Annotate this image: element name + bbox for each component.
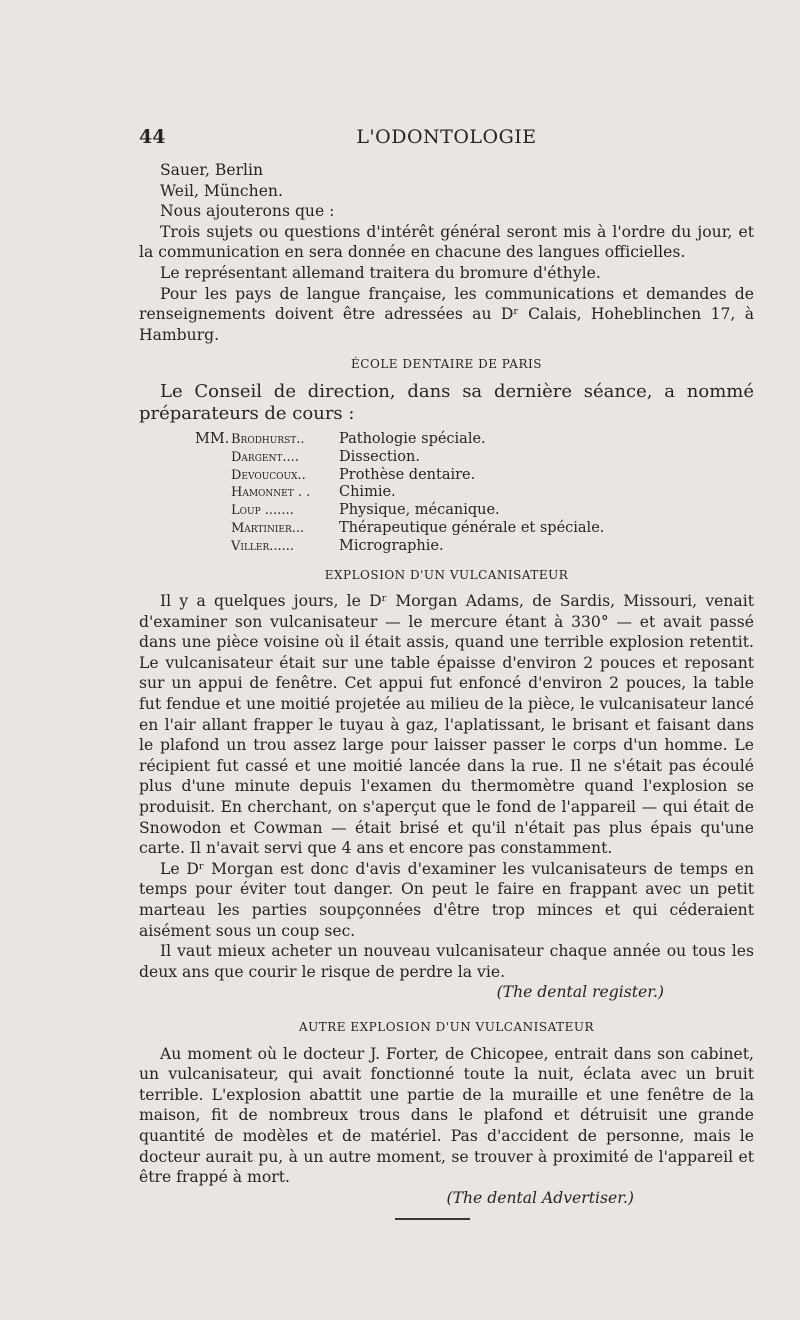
staff-name: Loup ....... [231, 503, 294, 519]
staff-row [231, 502, 754, 520]
staff-name: Viller...... [231, 538, 295, 554]
paragraph: Le représentant allemand traitera du bromure d'éthyle. [160, 263, 601, 282]
staff-name: Hamonnet . . [231, 485, 311, 501]
section-heading: ÉCOLE DENTAIRE DE PARIS [351, 357, 542, 372]
staff-role: Micrographie. [339, 537, 444, 554]
page-body [139, 160, 754, 1220]
staff-row: MM. Brodhurst.. Pathologie spéciale. [195, 430, 486, 447]
intro-line: Weil, München. [160, 181, 283, 200]
section-heading: EXPLOSION D'UN VULCANISATEUR [324, 567, 569, 582]
paragraph: Pour les pays de langue française, les communications et demandes de renseignements doivent être adressées au Dʳ Calais, Hoheblinchen 17, à Hamburg. [139, 284, 754, 344]
staff-role: Physique, mécanique. [339, 502, 500, 519]
staff-role: Prothèse dentaire. [339, 466, 476, 483]
staff-row [231, 467, 754, 485]
page-number: 44 [139, 126, 166, 148]
source-citation: (The dental Advertiser.) [446, 1188, 634, 1207]
intro-line: Sauer, Berlin [160, 161, 264, 179]
staff-row [231, 538, 754, 556]
paragraph: Au moment où le docteur J. Forter, de Chicopee, entrait dans son cabinet, un vulcanisateur, qui avait fonctionné toute la nuit, éclata avec un bruit terrible. L'explosion abattit une partie de la muraille et une fenêtre de la maison, fit de nombreux trous dans le plafond et détruisit une grande quantité de modèles et de matériel. Pas d'accident de personne, mais le docteur aurait pu, à un autre moment, se trouver à proximité de l'appareil et être frappé à mort. [139, 1044, 754, 1187]
section-lead: Le Conseil de direction, dans sa dernière séance, a nommé préparateurs de cours : [139, 380, 754, 424]
section-heading: AUTRE EXPLOSION D'UN VULCANISATEUR [298, 1019, 594, 1034]
staff-name: Brodhurst.. [231, 431, 305, 447]
staff-name: Martinier... [231, 520, 305, 536]
staff-role: Thérapeutique générale et spéciale. [339, 519, 605, 536]
paragraph: Il y a quelques jours, le Dʳ Morgan Adams, de Sardis, Missouri, venait d'examiner son vulcanisateur — le mercure étant à 330° — et avait passé dans une pièce voisine où il était assis, quand une terrible explosion retentit. Le vulcanisateur était sur une table épaisse d'environ 2 pouces et reposant sur un appui de fenêtre. Cet appui fut enfoncé d'environ 2 pouces, la table fut fendue et une moitié projetée au milieu de la pièce, le vulcanisateur lancé en l'air allant frapper le tuyau à gaz, l'aplatissant, le brisant et faisant dans le plafond un trou assez large pour laisser passer le corps d'un homme. Le récipient fut cassé et une moitié lancée dans la rue. Il ne s'était pas écoulé plus d'une minute depuis l'examen du thermomètre quand l'explosion se produisit. En cherchant, on s'aperçut que le fond de l'appareil — qui était de Snowodon et Cowman — était brisé et qu'il n'était pas plus épais qu'une carte. Il n'avait servi que 4 ans et encore pas constamment. [139, 592, 754, 858]
staff-name: Dargent.... [231, 449, 299, 465]
paragraph: Le Dʳ Morgan est donc d'avis d'examiner les vulcanisateurs de temps en temps pour éviter tout danger. On peut le faire en frappant avec un petit marteau les parties soupçonnées d'être trop minces et qui céderaient aisément sous un coup sec. [139, 859, 754, 940]
page-header [139, 126, 754, 156]
staff-name: Devoucoux.. [231, 467, 306, 483]
source-citation: (The dental register.) [496, 983, 664, 1002]
paragraph: Il vaut mieux acheter un nouveau vulcanisateur chaque année ou tous les deux ans que courir le risque de perdre la vie. [139, 942, 754, 981]
staff-role: Dissection. [339, 448, 420, 465]
staff-role: Chimie. [339, 484, 396, 501]
closing-rule [395, 1218, 470, 1220]
paragraph: Nous ajouterons que : [160, 202, 335, 221]
staff-role: Pathologie spéciale. [339, 430, 486, 447]
running-title: L'ODONTOLOGIE [356, 126, 537, 148]
staff-row [231, 449, 754, 467]
staff-row [231, 484, 754, 502]
staff-row [231, 520, 754, 538]
staff-list [195, 430, 754, 556]
paragraph: Trois sujets ou questions d'intérêt général seront mis à l'ordre du jour, et la communication en sera donnée en chacune des langues officielles. [139, 222, 754, 262]
